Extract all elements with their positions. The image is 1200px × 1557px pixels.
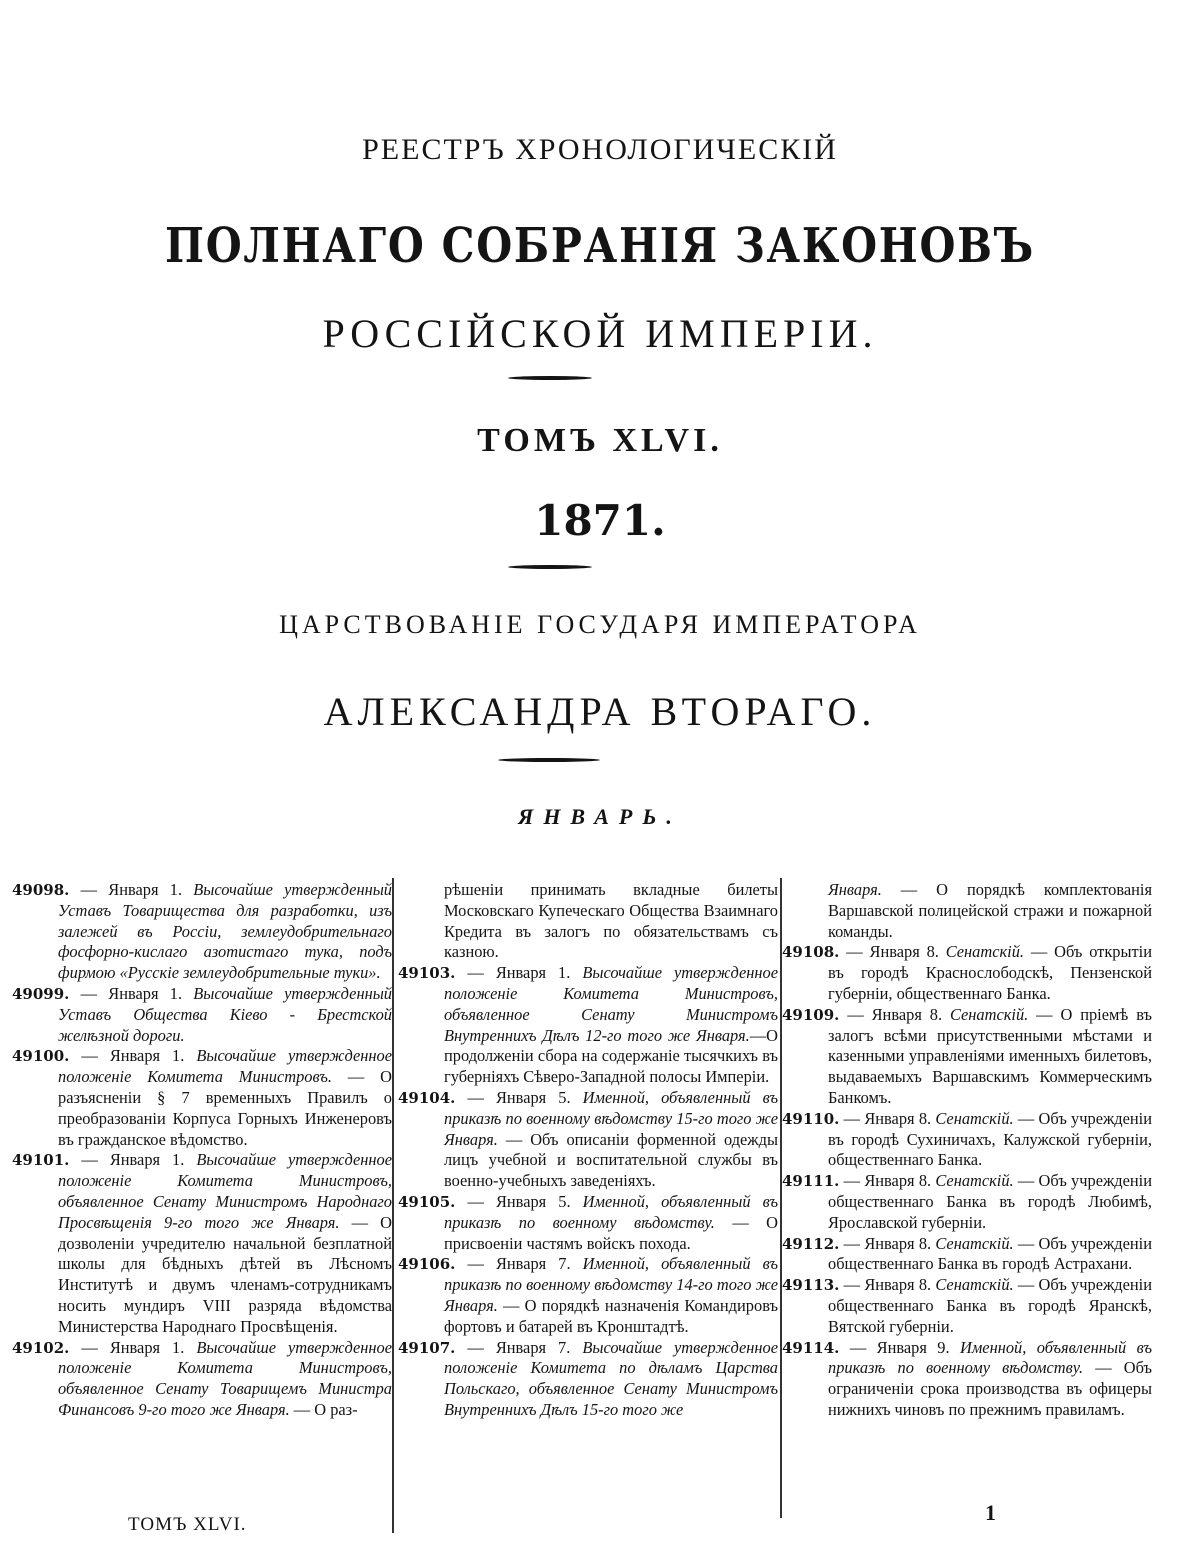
empire-title: РОССІЙСКОЙ ИМПЕРІИ.	[322, 311, 878, 356]
entry-act: Сенатскій.	[935, 1275, 1014, 1295]
law-entry	[782, 1338, 1152, 1421]
entry-date: — Января 5.	[455, 1191, 583, 1211]
page-number: 1	[985, 1500, 996, 1525]
footer-volume: ТОМЪ XLVI.	[128, 1514, 247, 1535]
entry-act: Именной, объявленный въ приказѣ по военному вѣдомству 15-го того же Января.	[444, 1087, 779, 1149]
entry-text: — О пріемѣ въ залогъ всѣми присутственными мѣстами и казенными управленіями именныхъ билетовъ, выдаваемыхъ Варшавскимъ Коммерческимъ Банкомъ.	[828, 1004, 1152, 1107]
entry-date: — Января 8.	[839, 1004, 950, 1024]
entry-text: — Объ ограниченіи срока производства въ офицеры нижнихъ чиновъ по прежнимъ правиламъ.	[828, 1358, 1152, 1419]
law-entry	[398, 1192, 778, 1254]
entry-number: 49108.	[782, 943, 840, 962]
law-entry	[398, 1338, 778, 1421]
divider-rule	[508, 376, 592, 380]
entry-text: — Объ учрежденіи въ городѣ Сухиничахъ, Калужской губерніи, общественнаго Банка.	[828, 1108, 1153, 1170]
law-entry	[782, 1171, 1152, 1233]
emperor-heading: АЛЕКСАНДРА ВТОРАГО.	[323, 689, 877, 734]
entry-text: — Объ описаніи форменной одежды лицъ учебной и воспитательной службы въ военно-учебныхъ заведеніяхъ.	[444, 1129, 778, 1191]
entry-act: Именной, объявленный въ приказѣ по военному вѣдомству.	[828, 1337, 1152, 1378]
column-left	[12, 880, 392, 1421]
entry-number: 49110.	[782, 1109, 840, 1128]
entry-number: 49112.	[782, 1234, 840, 1253]
entry-date: — Января 8.	[839, 942, 946, 962]
column-divider	[392, 878, 394, 1533]
entry-number: 49102.	[12, 1338, 70, 1357]
law-entry	[782, 1109, 1152, 1171]
entry-date: — Января 1.	[69, 983, 194, 1003]
entry-act: Высочайше утвержденное положеніе Комитета Министровъ, объявленное Сенату Товарищемъ Министра Финансовъ 9-го того же Января.	[58, 1337, 393, 1419]
entry-act: Сенатскій.	[935, 1108, 1014, 1128]
law-entry	[782, 1005, 1152, 1109]
reign-heading: ЦАРСТВОВАНІЕ ГОСУДАРЯ ИМПЕРАТОРА	[279, 610, 921, 639]
law-entry	[782, 1234, 1152, 1276]
law-entry	[782, 942, 1152, 1004]
entry-date: — Января 5.	[455, 1087, 583, 1107]
entry-text: — О порядкѣ назначенія Командировъ фортовъ и батарей въ Кронштадтѣ.	[444, 1295, 778, 1336]
continuation-date: Января.	[828, 880, 882, 899]
entry-text: — Объ открытіи въ городѣ Краснослободскѣ, Пензенской губерніи, общественнаго Банка.	[828, 942, 1152, 1003]
year-heading: 1871.	[534, 496, 666, 545]
entry-number: 49101.	[12, 1151, 70, 1170]
entry-text: — О присвоеніи частямъ войскъ похода.	[444, 1212, 778, 1253]
entry-act: Высочайше утвержденное положеніе Комитета Министровъ, объявленное Сенату Министромъ Внутреннихъ Дѣлъ 12-го того же Января.	[444, 963, 779, 1045]
entry-act: Высочайше утвержденный Уставъ Общества Кіево - Брестской желѣзной дороги.	[58, 983, 392, 1045]
entry-date: — Января 7.	[455, 1254, 583, 1274]
entry-act: Высочайше утвержденное положеніе Комитета Министровъ.	[58, 1046, 393, 1087]
entry-number: 49111.	[782, 1172, 840, 1191]
entry-date: — Января 8.	[839, 1108, 936, 1128]
entry-act: Именной, объявленный въ приказѣ по военному вѣдомству.	[444, 1191, 779, 1232]
law-entry	[398, 963, 778, 1088]
divider-rule	[508, 565, 592, 569]
entry-number: 49099.	[12, 984, 70, 1003]
entry-number: 49114.	[782, 1338, 840, 1357]
entry-act: Сенатскій.	[949, 1004, 1029, 1024]
entry-text: — Объ учрежденіи общественнаго Банка въ городѣ Астрахани.	[828, 1233, 1153, 1274]
registry-title: РЕЕСТРЪ ХРОНОЛОГИЧЕСКІЙ	[362, 133, 838, 166]
entry-number: 49107.	[398, 1338, 456, 1357]
entry-number: 49098.	[12, 881, 70, 899]
entry-number: 49105.	[398, 1192, 456, 1211]
entry-act: Высочайше утвержденное положеніе Комитета по дѣламъ Царства Польскаго, объявленное Сенату Министромъ Внутреннихъ Дѣлъ 15-го того же	[444, 1337, 779, 1419]
entry-act: Высочайше утвержденный Уставъ Товарищества для разработки, изъ залежей въ Россіи, землеудобрительнаго фосфорно-кислаго азотистаго тука, подъ фирмою «Русскіе землеудобрительные туки».	[58, 880, 392, 983]
column-right	[782, 880, 1152, 1421]
divider-rule	[498, 758, 600, 762]
entry-text: — О раз-	[289, 1399, 358, 1419]
entry-text: — О дозволеніи учредителю начальной безплатной школы для бѣдныхъ дѣтей въ Лѣсномъ Институтѣ и двумъ членамъ-сотрудникамъ носить мундиръ VIII разряда вѣдомства Министерства Народнаго Просвѣщенія.	[58, 1212, 392, 1336]
continuation-text: — О порядкѣ комплектованія Варшавской полицейской стражи и пожарной команды.	[828, 880, 1152, 941]
entry-date: — Января 1.	[455, 963, 583, 983]
entry-act: Сенатскій.	[945, 942, 1025, 962]
entry-date: — Января 8.	[839, 1275, 936, 1295]
entry-number: 49113.	[782, 1276, 840, 1295]
entry-act: Сенатскій.	[935, 1233, 1014, 1253]
entry-number: 49100.	[12, 1047, 70, 1066]
entry-continuation	[782, 880, 1152, 942]
entry-text: — О разъясненіи § 7 временныхъ Правилъ о преобразованіи Корпуса Горныхъ Инженеровъ въ гражданское вѣдомство.	[58, 1067, 392, 1149]
entry-act: Именной, объявленный въ приказѣ по военному вѣдомству 14-го того же Января.	[444, 1254, 779, 1315]
entry-date: — Января 1.	[69, 880, 194, 899]
entry-number: 49109.	[782, 1005, 840, 1024]
entry-number: 49103.	[398, 964, 456, 983]
law-entry	[12, 984, 392, 1046]
entry-number: 49106.	[398, 1255, 456, 1274]
volume-heading: ТОМЪ XLVI.	[477, 422, 723, 459]
entry-date: — Января 1.	[69, 1150, 197, 1170]
entry-date: — Января 8.	[839, 1233, 936, 1253]
entry-act: Высочайше утвержденное положеніе Комитета Министровъ, объявленное Сенату Министромъ Народнаго Просвѣщенія 9-го того же Января.	[58, 1150, 393, 1232]
entry-text: — Объ учрежденіи общественнаго Банка въ городѣ Яранскѣ, Вятской губерніи.	[828, 1275, 1153, 1336]
entry-act: Сенатскій.	[935, 1171, 1014, 1191]
entry-date: — Января 9.	[839, 1337, 960, 1357]
law-entry	[782, 1275, 1152, 1337]
law-entry	[12, 1150, 392, 1337]
entry-date: — Января 7.	[455, 1337, 583, 1357]
entry-continuation: рѣшеніи принимать вкладные билеты Московскаго Купеческаго Общества Взаимнаго Кредита въ залогъ по обязательствамъ съ казною.	[444, 880, 778, 962]
collection-title: ПОЛНАГО СОБРАНІЯ ЗАКОНОВЪ	[165, 218, 1035, 274]
entry-number: 49104.	[398, 1088, 456, 1107]
entry-date: — Января 1.	[69, 1337, 197, 1357]
entry-text: —О продолженіи сбора на содержаніе тысячкихъ въ губерніяхъ Сѣверо-Западной полосы Имперіи.	[444, 1025, 778, 1087]
law-entry	[12, 1046, 392, 1150]
column-middle	[398, 880, 778, 1421]
month-heading: ЯНВАРЬ.	[518, 804, 682, 829]
entry-date: — Января 1.	[69, 1046, 197, 1066]
law-entry	[12, 1338, 392, 1421]
law-entry	[12, 880, 392, 984]
law-entry	[398, 1088, 778, 1192]
entry-text: — Объ учрежденіи общественнаго Банка въ городѣ Любимѣ, Ярославской губерніи.	[828, 1171, 1153, 1232]
entry-date: — Января 8.	[839, 1171, 936, 1191]
law-entry	[398, 1254, 778, 1337]
